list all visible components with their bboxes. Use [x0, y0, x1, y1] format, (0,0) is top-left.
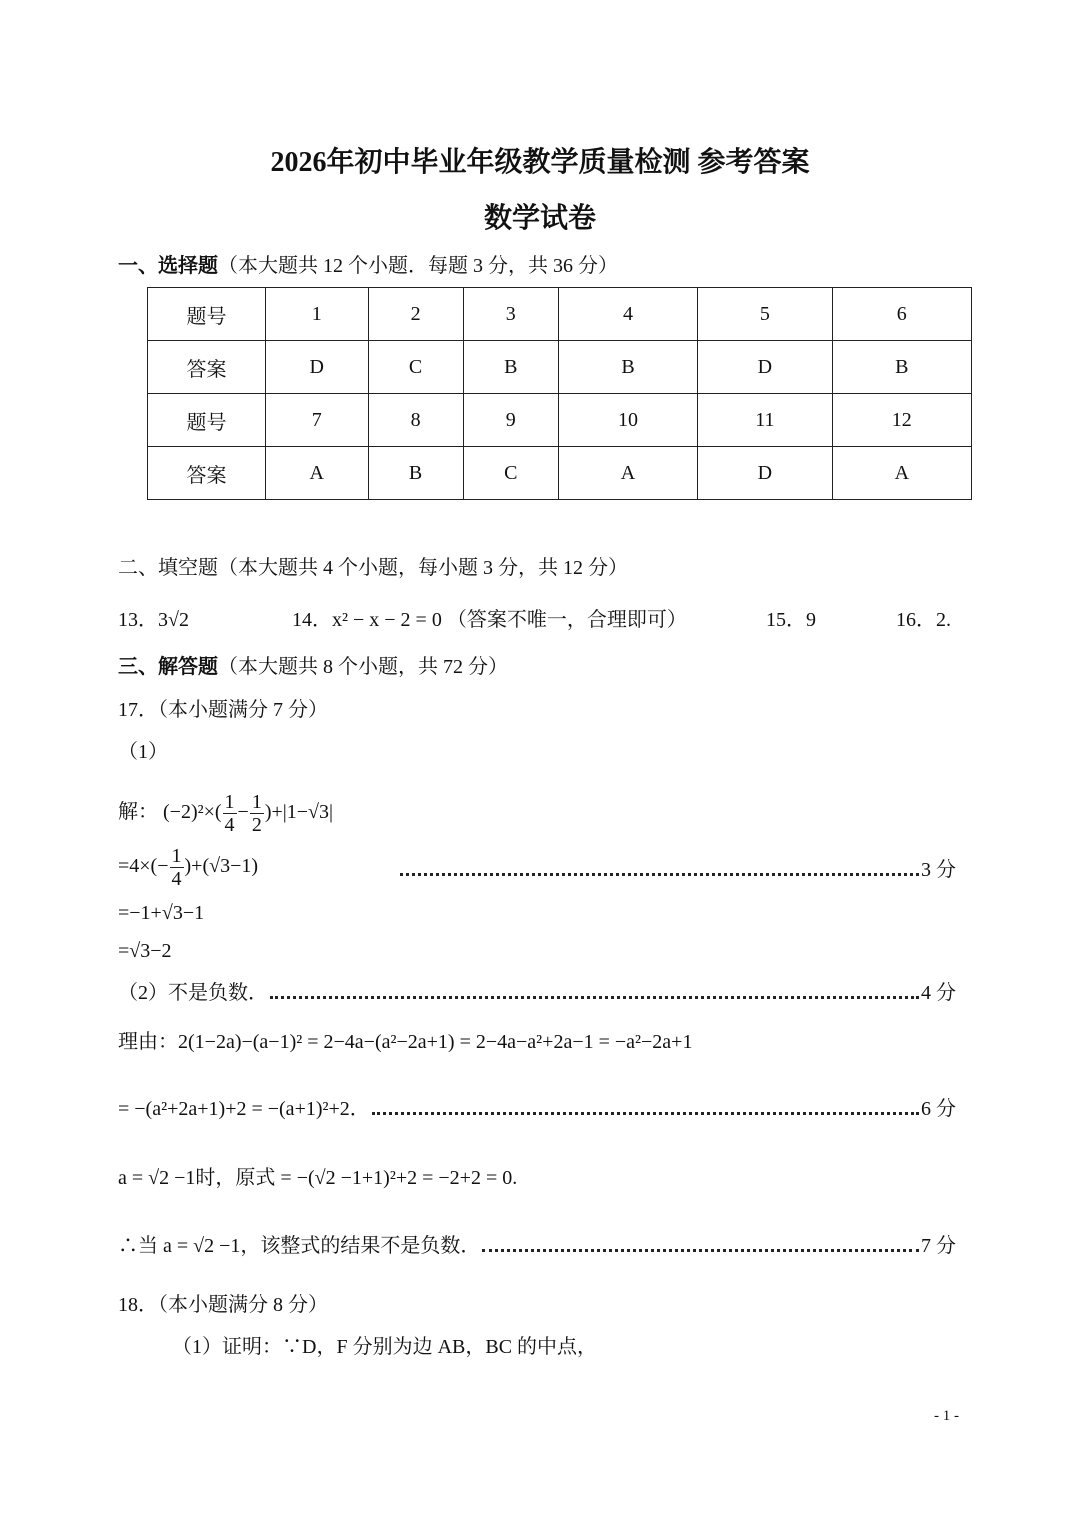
reason2-text: = −(a²+2a+1)+2 = −(a+1)²+2．	[118, 1098, 370, 1120]
table-cell: B	[463, 341, 558, 394]
answer-15: 15．9	[766, 609, 816, 631]
score: 7 分	[921, 1235, 956, 1257]
table-cell: 7	[266, 394, 369, 447]
dot-leader	[372, 1112, 919, 1115]
table-row	[148, 288, 972, 341]
table-cell: 5	[698, 288, 832, 341]
dot-leader	[400, 873, 919, 876]
answer-table	[147, 287, 972, 500]
table-cell: B	[832, 341, 971, 394]
row-label: 题号	[148, 288, 266, 341]
math-text: −	[237, 801, 249, 823]
section1-note: （本大题共 12 个小题．每题 3 分，共 36 分）	[218, 255, 618, 277]
table-cell: C	[463, 447, 558, 500]
section3-heading	[118, 653, 508, 681]
denominator: 2	[251, 813, 262, 836]
section3-title: 三、解答题	[118, 656, 218, 678]
table-cell: A	[558, 447, 697, 500]
score: 4 分	[921, 982, 956, 1004]
dot-leader	[270, 996, 919, 999]
fraction	[170, 845, 184, 890]
q17-part2	[118, 979, 956, 1007]
numerator: 1	[171, 844, 182, 867]
q18-header: 18．（本小题满分 8 分）	[118, 1294, 328, 1316]
section2-note: （本大题共 4 个小题，每小题 3 分，共 12 分）	[218, 557, 628, 579]
denominator: 4	[171, 867, 182, 890]
table-cell: 6	[832, 288, 971, 341]
q17-reason: 理由：2(1−2a)−(a−1)² = 2−4a−(a²−2a+1) = 2−4a−a²+2a−1 = −a²−2a+1	[118, 1031, 693, 1053]
section3-note: （本大题共 8 个小题，共 72 分）	[218, 656, 508, 678]
answer-14: 14．x² − x − 2 = 0 （答案不唯一，合理即可）	[292, 609, 687, 631]
page-title: 2026年初中毕业年级教学质量检测 参考答案	[270, 147, 810, 178]
answer-13: 13．3√2	[118, 609, 189, 631]
math-text: )+(√3−1)	[184, 855, 259, 877]
table-cell: B	[368, 447, 463, 500]
row-label: 题号	[148, 394, 266, 447]
q18-part1: （1）证明：∵D，F 分别为边 AB，BC 的中点，	[172, 1336, 598, 1358]
table-cell: 1	[266, 288, 369, 341]
q17-step1	[118, 844, 258, 890]
fraction	[250, 791, 264, 836]
table-cell: 11	[698, 394, 832, 447]
table-cell: 12	[832, 394, 971, 447]
q17-header: 17．（本小题满分 7 分）	[118, 699, 328, 721]
q17-subst: a = √2 −1时，原式 = −(√2 −1+1)²+2 = −2+2 = 0.	[118, 1167, 518, 1189]
row-label: 答案	[148, 341, 266, 394]
conclusion-text: ∴当 a = √2 −1，该整式的结果不是负数．	[118, 1235, 481, 1257]
table-cell: B	[558, 341, 697, 394]
table-cell: A	[832, 447, 971, 500]
table-cell: D	[266, 341, 369, 394]
q17-conclusion	[118, 1232, 956, 1260]
table-cell: 8	[368, 394, 463, 447]
table-cell: 3	[463, 288, 558, 341]
q17-part1: （1）	[118, 741, 168, 763]
table-cell: 4	[558, 288, 697, 341]
table-cell: 10	[558, 394, 697, 447]
solve-label: 解：	[118, 801, 158, 823]
part2-text: （2）不是负数．	[118, 982, 268, 1004]
table-row	[148, 341, 972, 394]
dot-leader	[482, 1249, 919, 1252]
q17-reason2	[118, 1095, 956, 1123]
denominator: 4	[224, 813, 235, 836]
table-row	[148, 447, 972, 500]
q17-step3: =√3−2	[118, 940, 172, 962]
numerator: 1	[224, 790, 235, 813]
table-cell: 2	[368, 288, 463, 341]
section2-heading	[118, 554, 628, 582]
table-cell: C	[368, 341, 463, 394]
table-cell: D	[698, 447, 832, 500]
section1-title: 一、选择题	[118, 255, 218, 277]
fraction	[223, 791, 237, 836]
q17-solve	[118, 790, 333, 836]
math-text: )+|1−√3|	[264, 801, 334, 823]
answer-16: 16．2.	[896, 609, 951, 631]
section2-title: 二、填空题	[118, 557, 218, 579]
q17-step2: =−1+√3−1	[118, 902, 205, 924]
page-subtitle: 数学试卷	[483, 203, 596, 234]
section1-heading	[118, 252, 618, 280]
table-row	[148, 394, 972, 447]
table-cell: 9	[463, 394, 558, 447]
row-label: 答案	[148, 447, 266, 500]
table-cell: A	[266, 447, 369, 500]
math-text: (−2)²×(	[163, 801, 222, 823]
math-text: =4×(−	[118, 855, 169, 877]
score: 6 分	[921, 1098, 956, 1120]
table-cell: D	[698, 341, 832, 394]
score-leader	[398, 856, 956, 884]
page-number: - 1 -	[934, 1408, 959, 1424]
score: 3 分	[921, 859, 956, 881]
numerator: 1	[251, 790, 262, 813]
